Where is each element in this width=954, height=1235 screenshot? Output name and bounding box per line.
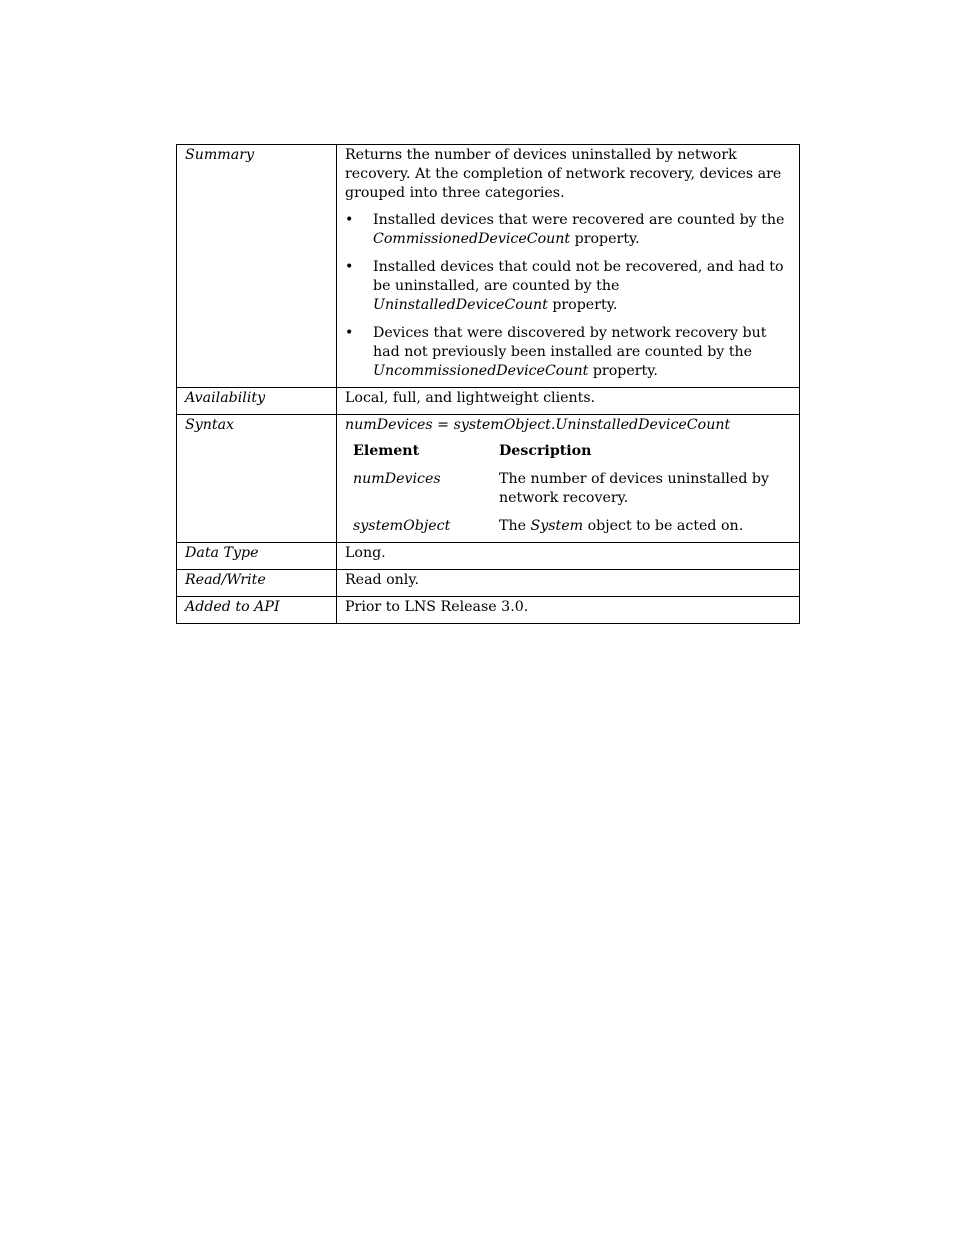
added-to-api-label: Added to API: [177, 597, 337, 624]
bullet-text: Installed devices that were recovered are counted by the: [373, 212, 785, 228]
availability-value: Local, full, and lightweight clients.: [337, 388, 800, 415]
element-name: numDevices: [353, 471, 441, 487]
summary-label: Summary: [177, 145, 337, 388]
property-name: CommissionedDeviceCount: [373, 231, 571, 247]
summary-bullet-list: [345, 211, 791, 381]
table-row: [353, 517, 781, 536]
availability-row: [177, 388, 800, 415]
bullet-icon: •: [345, 325, 354, 341]
added-to-api-value: Prior to LNS Release 3.0.: [337, 597, 800, 624]
property-table: [176, 144, 800, 624]
table-row: [353, 470, 781, 517]
bullet-text: Installed devices that could not be recovered, and had to be uninstalled, are counted by the: [373, 259, 784, 294]
data-type-row: [177, 543, 800, 570]
list-item: [345, 211, 791, 249]
read-write-label: Read/Write: [177, 570, 337, 597]
bullet-text-suffix: property.: [547, 297, 618, 313]
list-item: [345, 258, 791, 315]
list-item: [345, 324, 791, 381]
description-ital: System: [530, 518, 584, 534]
description-column-header: Description: [499, 443, 592, 459]
syntax-content: [337, 415, 800, 543]
summary-content: [337, 145, 800, 388]
bullet-text-suffix: property.: [570, 231, 640, 247]
property-name: UninstalledDeviceCount: [373, 297, 548, 313]
syntax-label: Syntax: [177, 415, 337, 543]
syntax-row: [177, 415, 800, 543]
element-table-header: [353, 442, 781, 470]
element-description: [499, 470, 781, 517]
summary-row: [177, 145, 800, 388]
availability-label: Availability: [177, 388, 337, 415]
description-text: The: [499, 518, 531, 534]
element-column-header: Element: [353, 443, 420, 459]
element-description: [499, 517, 781, 536]
data-type-value: Long.: [337, 543, 800, 570]
bullet-icon: •: [345, 259, 354, 275]
element-table: [353, 442, 781, 536]
read-write-value: Read only.: [337, 570, 800, 597]
summary-intro: Returns the number of devices uninstalled by network recovery. At the completion of network recovery, devices are grouped into three categories.: [345, 147, 782, 201]
syntax-line: numDevices = systemObject.UninstalledDeviceCount: [345, 417, 731, 433]
element-name: systemObject: [353, 518, 451, 534]
bullet-text: Devices that were discovered by network recovery but had not previously been installed are counted by the: [373, 325, 767, 360]
bullet-text-suffix: property.: [588, 363, 658, 379]
added-to-api-row: [177, 597, 800, 624]
property-name: UncommissionedDeviceCount: [373, 363, 589, 379]
description-text: The number of devices uninstalled by network recovery.: [499, 471, 770, 506]
read-write-row: [177, 570, 800, 597]
description-text-suffix: object to be acted on.: [583, 518, 744, 534]
bullet-icon: •: [345, 212, 354, 228]
data-type-label: Data Type: [177, 543, 337, 570]
